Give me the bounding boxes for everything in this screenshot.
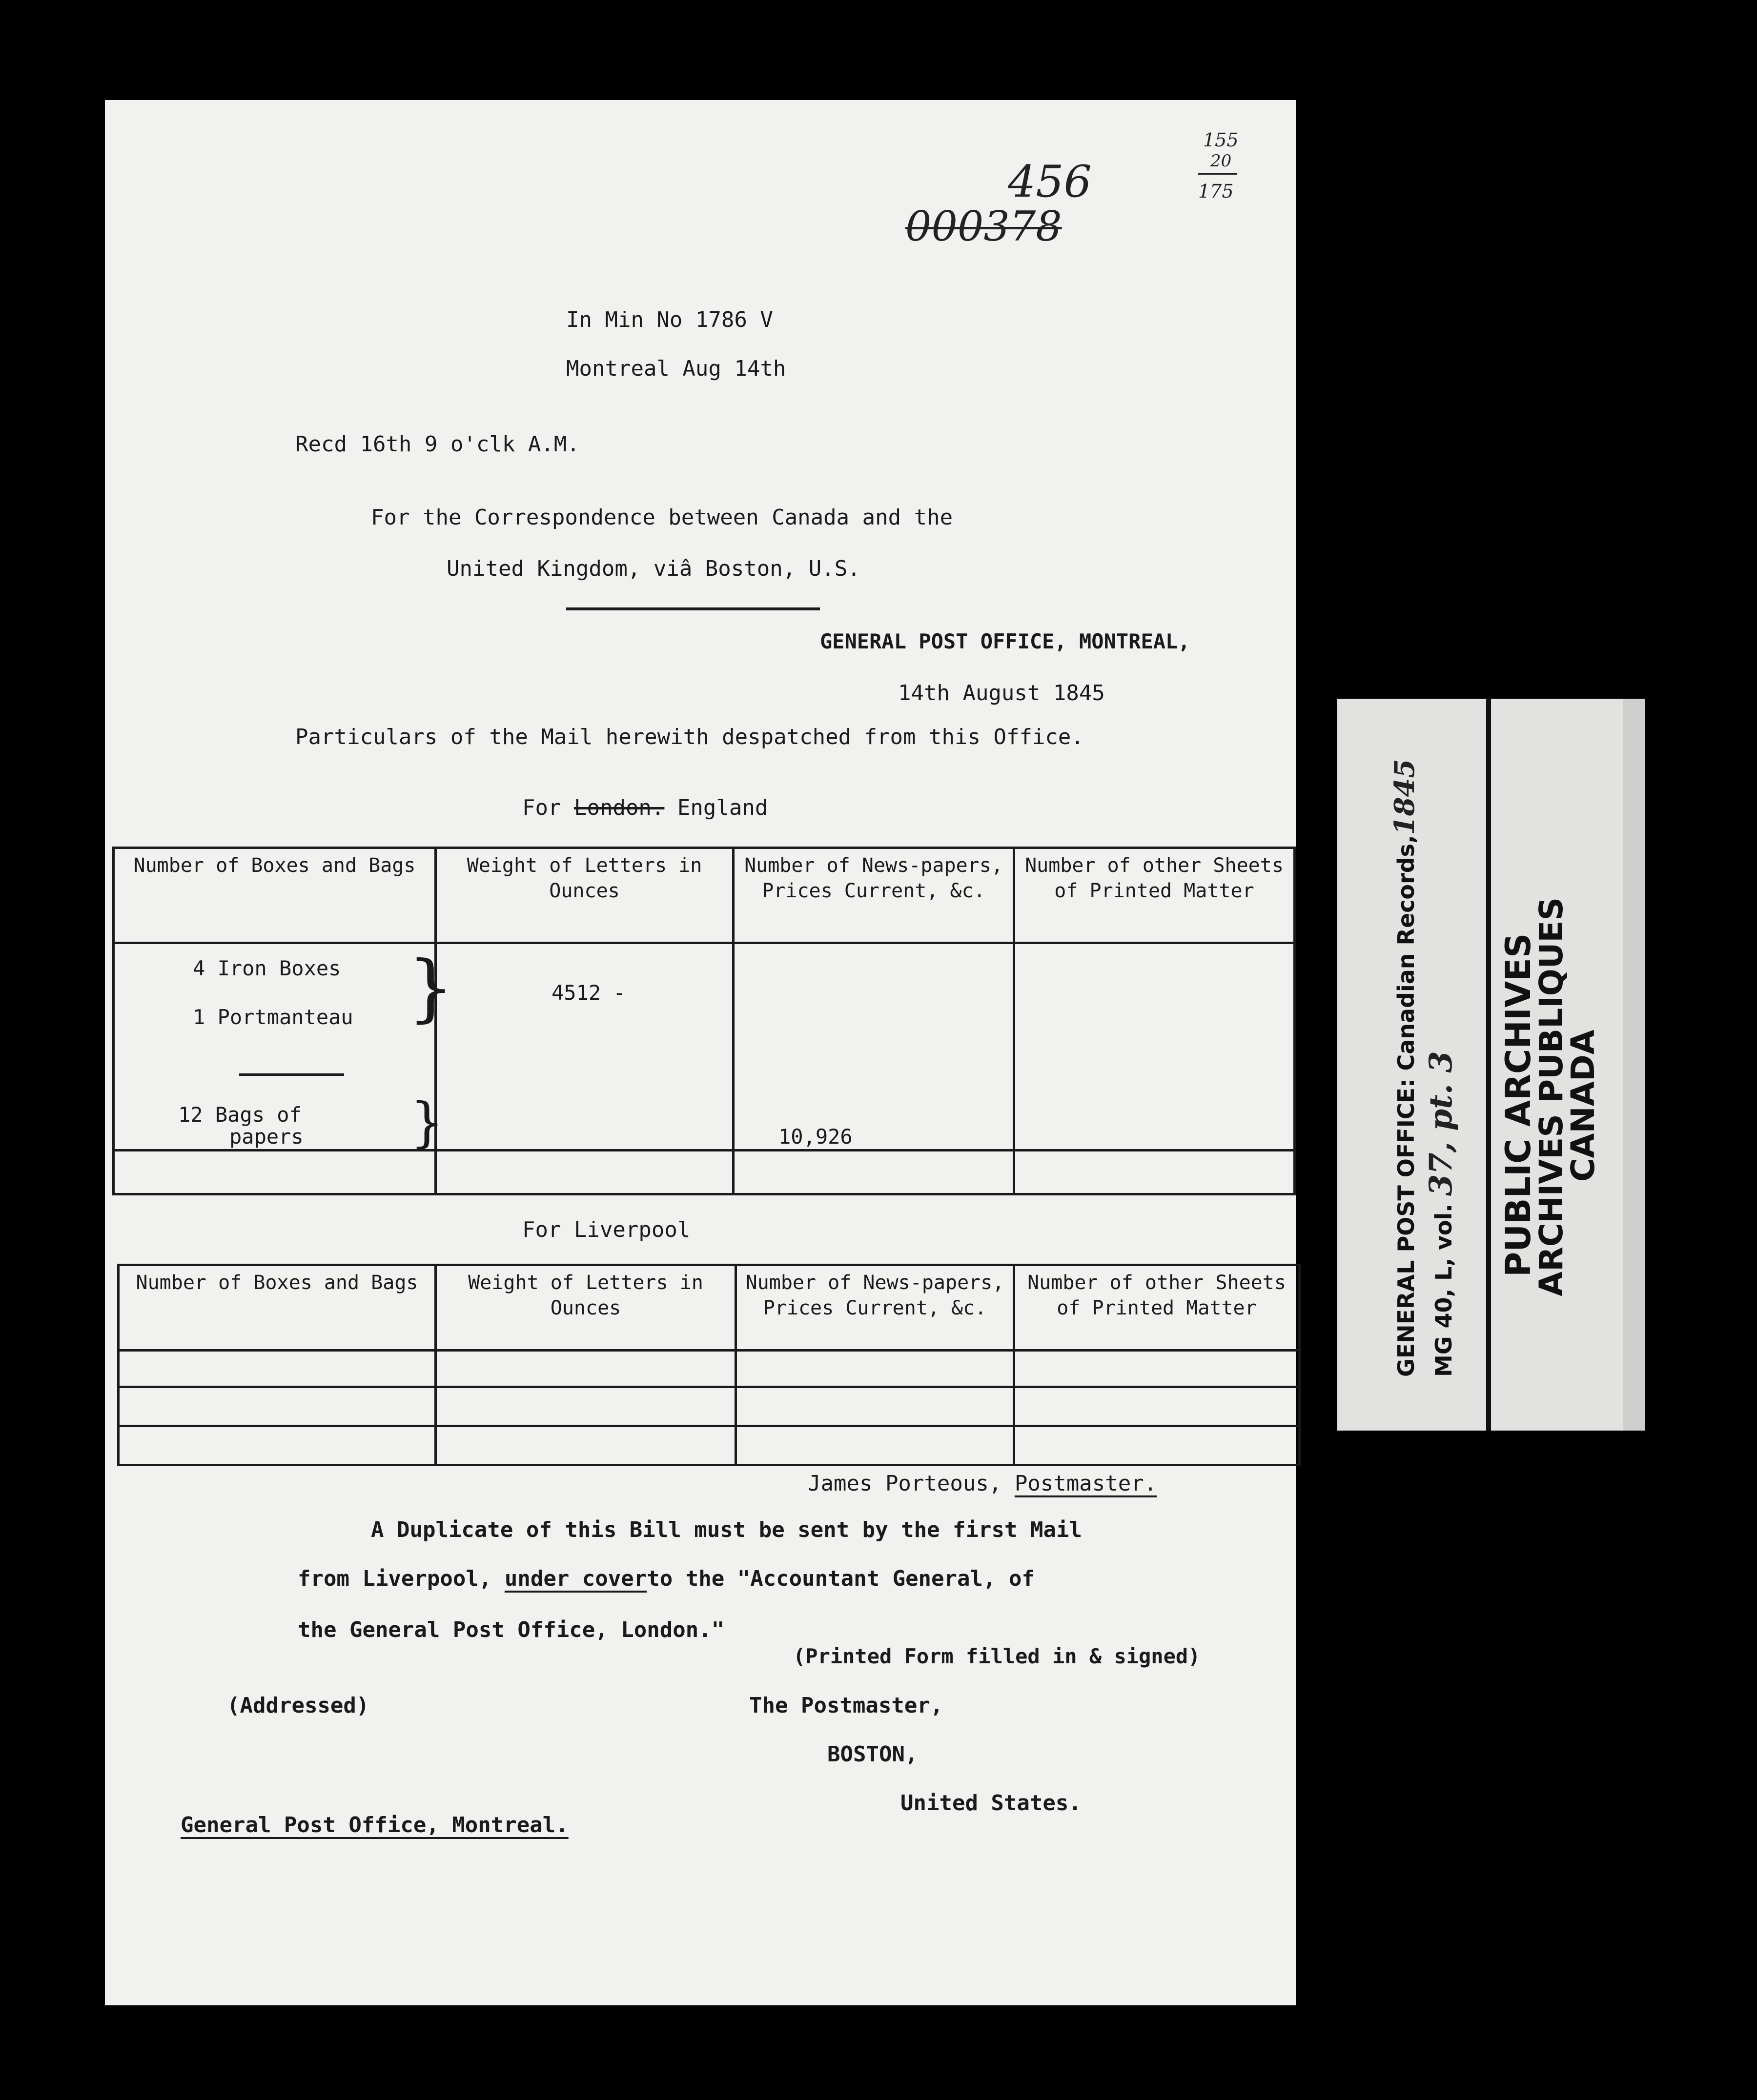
address-line-3: United States. bbox=[900, 1791, 1082, 1816]
table-liverpool-title: For Liverpool bbox=[522, 1217, 691, 1242]
note-line-3: the General Post Office, London." bbox=[298, 1617, 725, 1642]
header-cell: Weight of Letters in Ounces bbox=[436, 1265, 736, 1351]
row-divider bbox=[239, 1073, 344, 1076]
empty-cell bbox=[1014, 1151, 1295, 1194]
place-date: Montreal Aug 14th bbox=[566, 356, 786, 381]
weight-cell bbox=[436, 943, 734, 1151]
margin-sum-rule bbox=[1198, 173, 1237, 175]
old-number: 000378 bbox=[905, 202, 1062, 250]
archive-stamp-line-3: CANADA bbox=[1564, 1030, 1602, 1182]
table-england bbox=[112, 847, 1296, 1195]
empty-cell bbox=[436, 1151, 734, 1194]
empty-cell bbox=[1014, 1351, 1300, 1387]
empty-cell bbox=[734, 1151, 1014, 1194]
archive-stamp-line-2: ARCHIVES PUBLIQUES bbox=[1532, 897, 1570, 1296]
margin-sum-b: 20 bbox=[1210, 151, 1232, 171]
boxes-cell bbox=[114, 943, 454, 1153]
empty-cell bbox=[436, 1351, 736, 1387]
document-page bbox=[105, 100, 1296, 2005]
empty-cell bbox=[119, 1387, 436, 1426]
empty-cell bbox=[736, 1426, 1014, 1465]
minute-reference: In Min No 1786 V bbox=[566, 307, 773, 332]
empty-cell bbox=[736, 1387, 1014, 1426]
header-cell: Number of News-papers, Prices Current, &c. bbox=[736, 1265, 1014, 1351]
archive-number: 456 bbox=[1008, 156, 1092, 207]
label-line-2: MG 40, L, vol. 37, pt. 3 bbox=[1423, 1051, 1459, 1377]
empty-cell bbox=[119, 1426, 436, 1465]
empty-cell bbox=[436, 1387, 736, 1426]
empty-cell bbox=[119, 1351, 436, 1387]
header-cell: Number of Boxes and Bags bbox=[119, 1265, 436, 1351]
table-liverpool bbox=[117, 1264, 1301, 1466]
title-prefix: For bbox=[522, 795, 561, 820]
label-divider bbox=[1486, 699, 1491, 1431]
row-iron-boxes: 4 Iron Boxes bbox=[193, 956, 341, 980]
weight-value: 4512 - bbox=[552, 981, 626, 1005]
note-line-2: from Liverpool, under coverto the "Accountant General, of bbox=[298, 1566, 1035, 1591]
address-line-2: BOSTON, bbox=[827, 1742, 918, 1767]
received-note: Recd 16th 9 o'clk A.M. bbox=[295, 432, 580, 457]
empty-cell bbox=[1014, 1387, 1300, 1426]
label-edge bbox=[1623, 699, 1645, 1431]
label-line-1: GENERAL POST OFFICE: Canadian Records,1845 bbox=[1389, 759, 1421, 1377]
title-struck: London. bbox=[573, 795, 665, 820]
margin-sum-a: 155 bbox=[1203, 129, 1239, 151]
signature-name: James Porteous, bbox=[808, 1471, 1002, 1496]
header-cell: Number of News-papers, Prices Current, &c. bbox=[734, 848, 1014, 943]
archive-label bbox=[1337, 699, 1645, 1431]
address-line-1: The Postmaster, bbox=[749, 1693, 943, 1718]
table-england-title bbox=[522, 795, 768, 820]
other-sheets-cell bbox=[1014, 943, 1295, 1151]
note-line-1: A Duplicate of this Bill must be sent by the first Mail bbox=[371, 1517, 1082, 1542]
header-cell: Number of Boxes and Bags bbox=[114, 848, 436, 943]
brace-icon: } bbox=[410, 1091, 444, 1153]
margin-sum-c: 175 bbox=[1198, 181, 1234, 202]
title-suffix: England bbox=[677, 795, 768, 820]
empty-cell bbox=[436, 1426, 736, 1465]
header-rule bbox=[566, 607, 820, 610]
header-cell: Weight of Letters in Ounces bbox=[436, 848, 734, 943]
office-name: GENERAL POST OFFICE, MONTREAL, bbox=[820, 629, 1190, 653]
addressed-label: (Addressed) bbox=[227, 1693, 369, 1718]
row-bags-papers: papers bbox=[229, 1125, 304, 1149]
empty-cell bbox=[114, 1151, 436, 1194]
empty-cell bbox=[1014, 1426, 1300, 1465]
subject-line-2: United Kingdom, viâ Boston, U.S. bbox=[447, 556, 860, 581]
signature-line bbox=[808, 1471, 1157, 1496]
empty-cell bbox=[736, 1351, 1014, 1387]
signature-title: Postmaster. bbox=[1014, 1471, 1157, 1496]
subject-line-1: For the Correspondence between Canada and the bbox=[371, 505, 953, 530]
row-portmanteau: 1 Portmanteau bbox=[193, 1005, 353, 1029]
newspapers-cell bbox=[734, 943, 1014, 1151]
footer-office: General Post Office, Montreal. bbox=[181, 1813, 569, 1838]
header-cell: Number of other Sheets of Printed Matter bbox=[1014, 848, 1295, 943]
office-date: 14th August 1845 bbox=[898, 681, 1105, 706]
archive-stamp-line-1: PUBLIC ARCHIVES bbox=[1498, 933, 1538, 1277]
brace-icon: } bbox=[408, 946, 454, 1030]
row-bags: 12 Bags of bbox=[178, 1103, 302, 1127]
particulars-line: Particulars of the Mail herewith despatched from this Office. bbox=[295, 725, 1084, 749]
printed-form-note: (Printed Form filled in & signed) bbox=[793, 1644, 1201, 1668]
header-cell: Number of other Sheets of Printed Matter bbox=[1014, 1265, 1300, 1351]
newspapers-value: 10,926 bbox=[778, 1125, 853, 1149]
